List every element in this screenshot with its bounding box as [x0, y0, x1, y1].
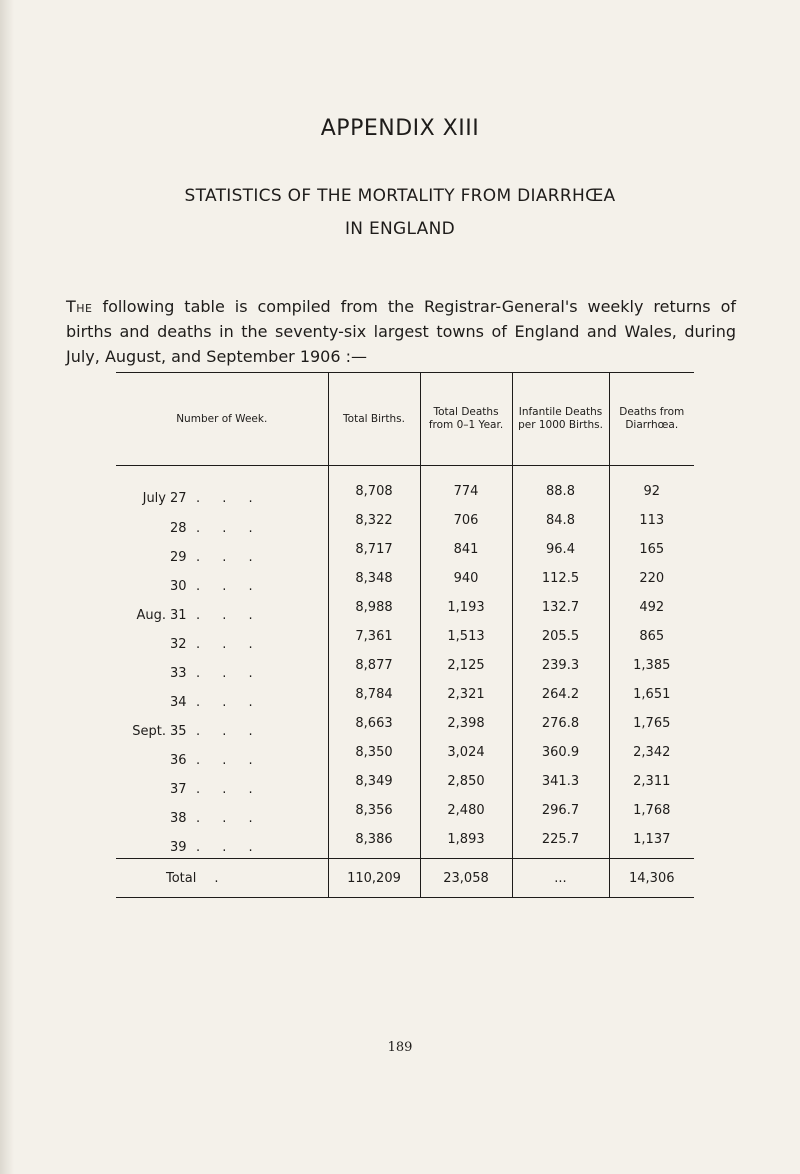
week-month: July — [142, 491, 166, 506]
table-row — [116, 593, 694, 622]
leader-dots: . . . — [196, 694, 262, 710]
infantile-cell: 225.7 — [512, 825, 609, 859]
infantile-cell: 96.4 — [512, 535, 609, 564]
leader-dots: . . . — [196, 636, 262, 652]
intro-paragraph — [66, 294, 736, 369]
week-number: 34 — [170, 694, 187, 710]
leader-dots: . . . — [196, 723, 262, 739]
week-cell — [116, 709, 328, 738]
table-row — [116, 651, 694, 680]
week-cell — [116, 796, 328, 825]
table-row — [116, 680, 694, 709]
appendix-title: APPENDIX XIII — [320, 116, 480, 141]
week-cell — [116, 680, 328, 709]
week-cell — [116, 506, 328, 535]
main-heading-line-2: IN ENGLAND — [344, 219, 456, 239]
deaths-cell: 2,125 — [420, 651, 512, 680]
week-cell — [116, 593, 328, 622]
births-cell: 8,663 — [328, 709, 420, 738]
infantile-cell: 132.7 — [512, 593, 609, 622]
week-number: 36 — [170, 752, 187, 768]
total-label-cell — [116, 859, 328, 898]
diarrhoea-cell: 220 — [609, 564, 694, 593]
week-month: Aug. — [136, 607, 166, 623]
deaths-cell: 2,321 — [420, 680, 512, 709]
births-cell: 8,322 — [328, 506, 420, 535]
total-label: Total — [166, 870, 197, 886]
leader-dots: . . . — [196, 781, 262, 797]
total-deaths: 23,058 — [420, 859, 512, 898]
week-number: 30 — [170, 578, 187, 594]
table-row — [116, 535, 694, 564]
page-number: 189 — [387, 1040, 413, 1055]
table-header-row — [116, 373, 694, 466]
deaths-cell: 706 — [420, 506, 512, 535]
table-row — [116, 466, 694, 507]
column-header-diarrhoea: Deaths from Diarrhœa. — [609, 373, 694, 466]
leader-dots: . . . — [196, 752, 262, 768]
leader-dots: . . . — [196, 810, 262, 826]
deaths-cell: 2,480 — [420, 796, 512, 825]
births-cell: 8,350 — [328, 738, 420, 767]
total-births: 110,209 — [328, 859, 420, 898]
births-cell: 8,717 — [328, 535, 420, 564]
leader-dots: . . . — [196, 520, 262, 536]
intro-lead-word: The — [66, 297, 93, 316]
diarrhoea-cell: 1,765 — [609, 709, 694, 738]
week-cell — [116, 466, 328, 507]
births-cell: 8,348 — [328, 564, 420, 593]
infantile-cell: 112.5 — [512, 564, 609, 593]
week-cell — [116, 651, 328, 680]
table-total-row — [116, 859, 694, 898]
week-number: 32 — [170, 636, 187, 652]
deaths-cell: 2,398 — [420, 709, 512, 738]
week-cell — [116, 535, 328, 564]
deaths-cell: 774 — [420, 466, 512, 507]
births-cell: 8,708 — [328, 466, 420, 507]
main-heading — [0, 180, 800, 246]
leader-dots: . . . — [196, 665, 262, 681]
infantile-cell: 264.2 — [512, 680, 609, 709]
infantile-cell: 296.7 — [512, 796, 609, 825]
diarrhoea-cell: 113 — [609, 506, 694, 535]
infantile-cell: 205.5 — [512, 622, 609, 651]
main-heading-line-1: STATISTICS OF THE MORTALITY FROM DIARRHŒA — [184, 186, 616, 206]
table-row — [116, 767, 694, 796]
column-header-infantile: Infantile Deaths per 1000 Births. — [512, 373, 609, 466]
column-header-deaths: Total Deaths from 0–1 Year. — [420, 373, 512, 466]
deaths-cell: 3,024 — [420, 738, 512, 767]
column-header-week: Number of Week. — [116, 373, 328, 466]
table-row — [116, 738, 694, 767]
infantile-cell: 276.8 — [512, 709, 609, 738]
births-cell: 8,356 — [328, 796, 420, 825]
leader-dots: . . . — [196, 491, 262, 506]
births-cell: 8,988 — [328, 593, 420, 622]
week-number: 27 — [170, 491, 187, 506]
deaths-cell: 940 — [420, 564, 512, 593]
week-number: 28 — [170, 520, 187, 536]
intro-text: following table is compiled from the Registrar-General's weekly returns of births and deaths in the seventy-six largest towns of England and Wales, during July, August, and September 1906 :— — [66, 297, 736, 366]
week-cell — [116, 738, 328, 767]
diarrhoea-cell: 2,311 — [609, 767, 694, 796]
births-cell: 7,361 — [328, 622, 420, 651]
diarrhoea-cell: 1,137 — [609, 825, 694, 859]
deaths-cell: 841 — [420, 535, 512, 564]
week-number: 35 — [170, 723, 187, 739]
week-number: 33 — [170, 665, 187, 681]
diarrhoea-cell: 865 — [609, 622, 694, 651]
statistics-table — [116, 372, 694, 898]
diarrhoea-cell: 2,342 — [609, 738, 694, 767]
table-row — [116, 796, 694, 825]
deaths-cell: 1,513 — [420, 622, 512, 651]
week-number: 38 — [170, 810, 187, 826]
infantile-cell: 360.9 — [512, 738, 609, 767]
deaths-cell: 1,193 — [420, 593, 512, 622]
table-row — [116, 506, 694, 535]
births-cell: 8,877 — [328, 651, 420, 680]
leader-dots: . . . — [196, 607, 262, 623]
births-cell: 8,349 — [328, 767, 420, 796]
table-row — [116, 564, 694, 593]
leader-dots: . . . — [196, 549, 262, 565]
week-number: 37 — [170, 781, 187, 797]
diarrhoea-cell: 492 — [609, 593, 694, 622]
infantile-cell: 88.8 — [512, 466, 609, 507]
page-edge — [0, 0, 14, 1174]
infantile-cell: 239.3 — [512, 651, 609, 680]
table-row — [116, 825, 694, 859]
total-leader-dot: . — [214, 870, 219, 886]
column-header-births: Total Births. — [328, 373, 420, 466]
week-number: 29 — [170, 549, 187, 565]
leader-dots: . . . — [196, 839, 262, 855]
diarrhoea-cell: 1,651 — [609, 680, 694, 709]
week-number: 31 — [170, 607, 187, 623]
deaths-cell: 1,893 — [420, 825, 512, 859]
infantile-cell: 341.3 — [512, 767, 609, 796]
week-cell — [116, 622, 328, 651]
week-cell — [116, 825, 328, 859]
week-month: Sept. — [132, 723, 166, 739]
diarrhoea-cell: 1,385 — [609, 651, 694, 680]
diarrhoea-cell: 92 — [609, 466, 694, 507]
week-number: 39 — [170, 839, 187, 855]
total-diarrhoea: 14,306 — [609, 859, 694, 898]
table-row — [116, 622, 694, 651]
table-body — [116, 466, 694, 859]
deaths-cell: 2,850 — [420, 767, 512, 796]
diarrhoea-cell: 1,768 — [609, 796, 694, 825]
leader-dots: . . . — [196, 578, 262, 594]
table-row — [116, 709, 694, 738]
infantile-cell: 84.8 — [512, 506, 609, 535]
week-cell — [116, 564, 328, 593]
week-cell — [116, 767, 328, 796]
births-cell: 8,386 — [328, 825, 420, 859]
total-infantile: ... — [512, 859, 609, 898]
diarrhoea-cell: 165 — [609, 535, 694, 564]
births-cell: 8,784 — [328, 680, 420, 709]
